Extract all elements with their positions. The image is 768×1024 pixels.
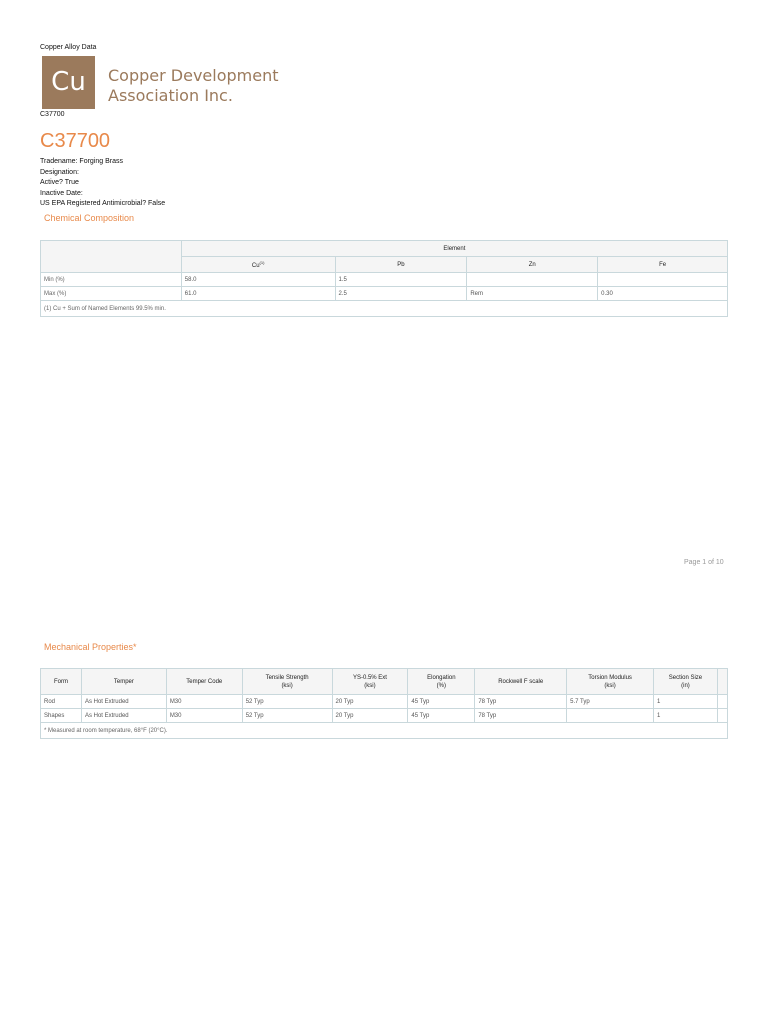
cell-spacer — [717, 709, 727, 723]
cell-value: Rem — [467, 287, 598, 301]
cell-value: Rod — [41, 695, 82, 709]
chem-footnote: (1) Cu + Sum of Named Elements 99.5% min. — [41, 301, 728, 317]
col-pb: Pb — [335, 257, 467, 273]
cell-value: 78 Typ — [475, 709, 567, 723]
col-elongation: Elongation (%) — [408, 669, 475, 695]
mech-header-row — [41, 669, 728, 695]
cell-value: 52 Typ — [242, 695, 332, 709]
cell-value: As Hot Extruded — [81, 709, 166, 723]
cu-logo-mark: Cu — [42, 56, 95, 109]
mechanical-properties-table — [40, 668, 728, 739]
org-name-line1: Copper Development — [108, 66, 279, 85]
tradename: Tradename: Forging Brass — [40, 158, 123, 165]
alloy-code-small: C37700 — [40, 111, 65, 118]
cell-value — [467, 273, 598, 287]
col-temper-code: Temper Code — [166, 669, 242, 695]
cell-spacer — [717, 695, 727, 709]
cell-value: 1.5 — [335, 273, 467, 287]
col-section-size: Section Size (in) — [654, 669, 718, 695]
col-cu: Cu$^{(1)}$ — [181, 257, 335, 273]
mech-footnote: * Measured at room temperature, 68°F (20°C). — [41, 723, 728, 739]
col-spacer — [717, 669, 727, 695]
epa-status: US EPA Registered Antimicrobial? False — [40, 200, 166, 207]
cell-value: 20 Typ — [332, 709, 408, 723]
table-row — [41, 695, 728, 709]
cell-value: 5.7 Typ — [567, 695, 654, 709]
mechanical-properties-title: Mechanical Properties* — [44, 642, 137, 652]
cell-value: 0.30 — [598, 287, 728, 301]
cell-value: 61.0 — [181, 287, 335, 301]
col-tensile-strength: Tensile Strength (ksi) — [242, 669, 332, 695]
col-zn: Zn — [467, 257, 598, 273]
col-form: Form — [41, 669, 82, 695]
cell-value: As Hot Extruded — [81, 695, 166, 709]
cell-value: 78 Typ — [475, 695, 567, 709]
cell-value: 1 — [654, 695, 718, 709]
row-label: Max (%) — [41, 287, 182, 301]
document-label: Copper Alloy Data — [40, 44, 97, 51]
chem-corner-cell — [41, 241, 182, 273]
row-label: Min (%) — [41, 273, 182, 287]
alloy-title: C37700 — [40, 130, 111, 152]
org-name — [108, 66, 279, 106]
active-status: Active? True — [40, 179, 79, 186]
page-number: Page 1 of 10 — [684, 559, 724, 566]
inactive-date: Inactive Date: — [40, 189, 83, 197]
element-group-header: Element — [181, 241, 727, 257]
alloy-meta — [40, 157, 165, 210]
cell-value — [598, 273, 728, 287]
cell-value — [567, 709, 654, 723]
col-yield-strength: YS-0.5% Ext (ksi) — [332, 669, 408, 695]
cell-value: M30 — [166, 709, 242, 723]
designation: Designation: — [40, 168, 79, 176]
cell-value: 20 Typ — [332, 695, 408, 709]
cell-value: 45 Typ — [408, 709, 475, 723]
chemical-composition-title: Chemical Composition — [44, 213, 135, 223]
cell-value: 58.0 — [181, 273, 335, 287]
col-torsion-modulus: Torsion Modulus (ksi) — [567, 669, 654, 695]
cell-value: 45 Typ — [408, 695, 475, 709]
cell-value: M30 — [166, 695, 242, 709]
table-row — [41, 709, 728, 723]
cell-value: 2.5 — [335, 287, 467, 301]
col-rockwell: Rockwell F scale — [475, 669, 567, 695]
chemical-composition-table — [40, 240, 728, 317]
table-row — [41, 287, 728, 301]
cell-value: Shapes — [41, 709, 82, 723]
cell-value: 52 Typ — [242, 709, 332, 723]
org-name-line2: Association Inc. — [108, 86, 233, 105]
cell-value: 1 — [654, 709, 718, 723]
table-row — [41, 273, 728, 287]
col-temper: Temper — [81, 669, 166, 695]
col-fe: Fe — [598, 257, 728, 273]
